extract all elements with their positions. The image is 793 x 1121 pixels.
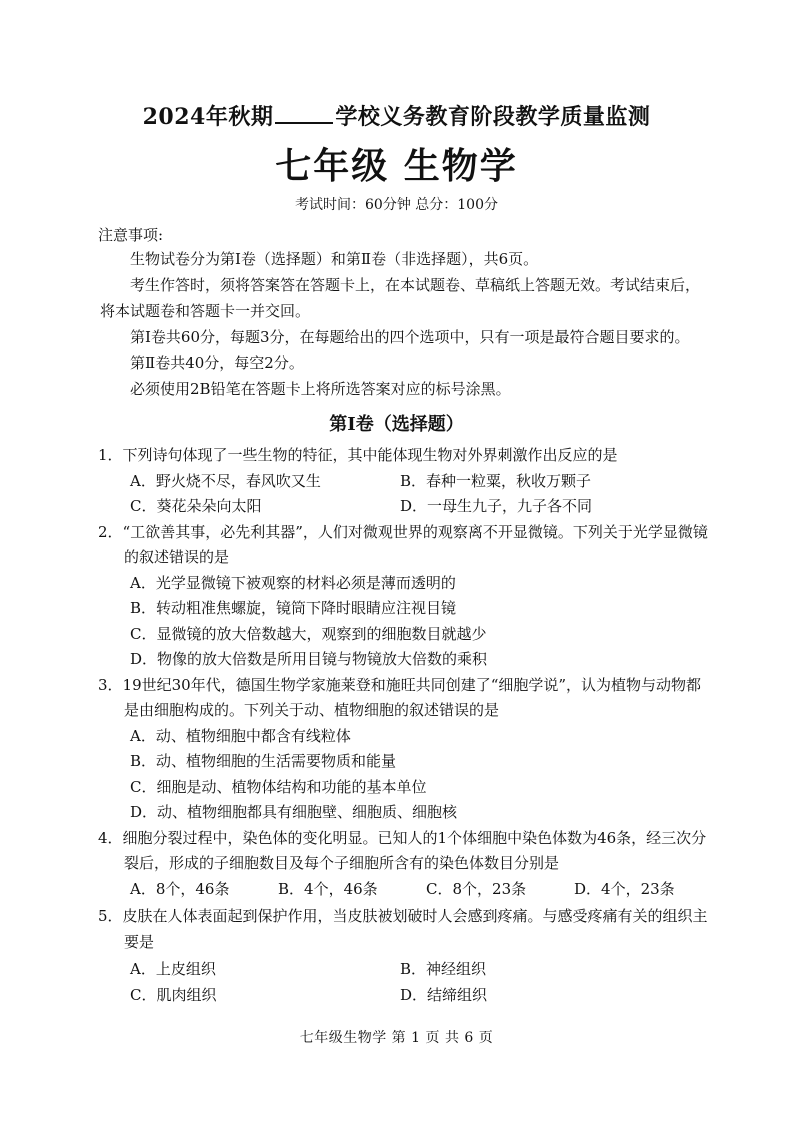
option-c: C．8个，23条 [426, 879, 527, 898]
option-d: D．动、植物细胞都具有细胞壁、细胞质、细胞核 [130, 803, 458, 821]
option-grid [98, 469, 708, 520]
question-stem: 1．下列诗句体现了一些生物的特征，其中能体现生物对外界刺激作出反应的是 [98, 446, 618, 464]
notice-title: 注意事项: [98, 226, 164, 244]
option-d: D．结缔组织 [400, 985, 488, 1004]
option-a: A．动、植物细胞中都含有线粒体 [130, 726, 351, 745]
option-c: C．肌肉组织 [130, 985, 217, 1004]
notice-item: 第Ⅱ卷共40分，每空2分。 [130, 354, 304, 372]
question-stem: 2．“工欲善其事，必先利其器”，人们对微观世界的观察离不开显微镜。下列关于光学显微镜的叙述错误的是 [98, 522, 708, 566]
option-row [98, 877, 708, 903]
question-stem: 4．细胞分裂过程中，染色体的变化明显。已知人的1个体细胞中染色体数为46条，经三次分裂后，形成的子细胞数目及每个子细胞所含有的染色体数目分别是 [98, 828, 707, 872]
option-d: D．物像的放大倍数是所用目镜与物镜放大倍数的乘积 [130, 650, 488, 668]
notice-item: 考生作答时，须将答案答在答题卡上，在本试题卷、草稿纸上答题无效。考试结束后，将本试题卷和答题卡一并交回。 [100, 276, 701, 320]
question-5 [98, 904, 708, 1008]
question-1 [98, 443, 708, 520]
option-b: B．4个，46条 [278, 879, 378, 898]
question-stem: 3．19世纪30年代，德国生物学家施莱登和施旺共同创建了“细胞学说”，认为植物与动物都是由细胞构成的。下列关于动、植物细胞的叙述错误的是 [98, 675, 702, 719]
option-c: C．细胞是动、植物体结构和功能的基本单位 [130, 777, 427, 796]
exam-header [0, 100, 793, 131]
option-b: B．转动粗准焦螺旋，镜筒下降时眼睛应注视目镜 [130, 599, 457, 617]
notice-item: 生物试卷分为第Ⅰ卷（选择题）和第Ⅱ卷（非选择题），共6页。 [130, 250, 539, 268]
page-footer: 七年级生物学 第 1 页 共 6 页 [299, 1030, 494, 1046]
section-title: 第Ⅰ卷（选择题） [329, 414, 464, 435]
question-list [98, 443, 708, 1008]
question-3 [98, 673, 708, 826]
notice-item: 必须使用2B铅笔在答题卡上将所选答案对应的标号涂黑。 [130, 380, 511, 398]
option-a: A．8个，46条 [130, 879, 230, 898]
question-4 [98, 826, 708, 903]
option-c: C．显微镜的放大倍数越大，观察到的细胞数目就越少 [130, 624, 487, 643]
option-a: A．上皮组织 [130, 960, 216, 978]
school-name-blank [275, 104, 333, 124]
option-b: B．神经组织 [400, 960, 487, 978]
option-c: C．葵花朵朵向太阳 [130, 497, 262, 515]
option-grid [98, 957, 708, 1008]
option-a: A．野火烧不尽，春风吹又生 [130, 471, 321, 490]
header-title-suffix: 学校义务教育阶段教学质量监测 [335, 104, 651, 130]
question-stem: 5．皮肤在人体表面起到保护作用，当皮肤被划破时人会感到疼痛。与感受疼痛有关的组织主要是 [98, 907, 708, 951]
option-b: B．动、植物细胞的生活需要物质和能量 [130, 752, 397, 770]
exam-info: 考试时间：60分钟 总分：100分 [295, 197, 498, 213]
option-a: A．光学显微镜下被观察的材料必须是薄而透明的 [130, 573, 456, 592]
option-d: D．4个，23条 [574, 879, 675, 898]
header-title-prefix: 2024年秋期 [142, 104, 274, 130]
option-d: D．一母生九子，九子各不同 [400, 497, 593, 515]
question-2 [98, 520, 708, 673]
main-title: 七年级 生物学 [275, 145, 518, 187]
notice-item: 第Ⅰ卷共60分，每题3分，在每题给出的四个选项中，只有一项是最符合题目要求的。 [130, 328, 690, 346]
notice-list [100, 246, 700, 402]
option-b: B．春种一粒粟，秋收万颗子 [400, 471, 592, 490]
